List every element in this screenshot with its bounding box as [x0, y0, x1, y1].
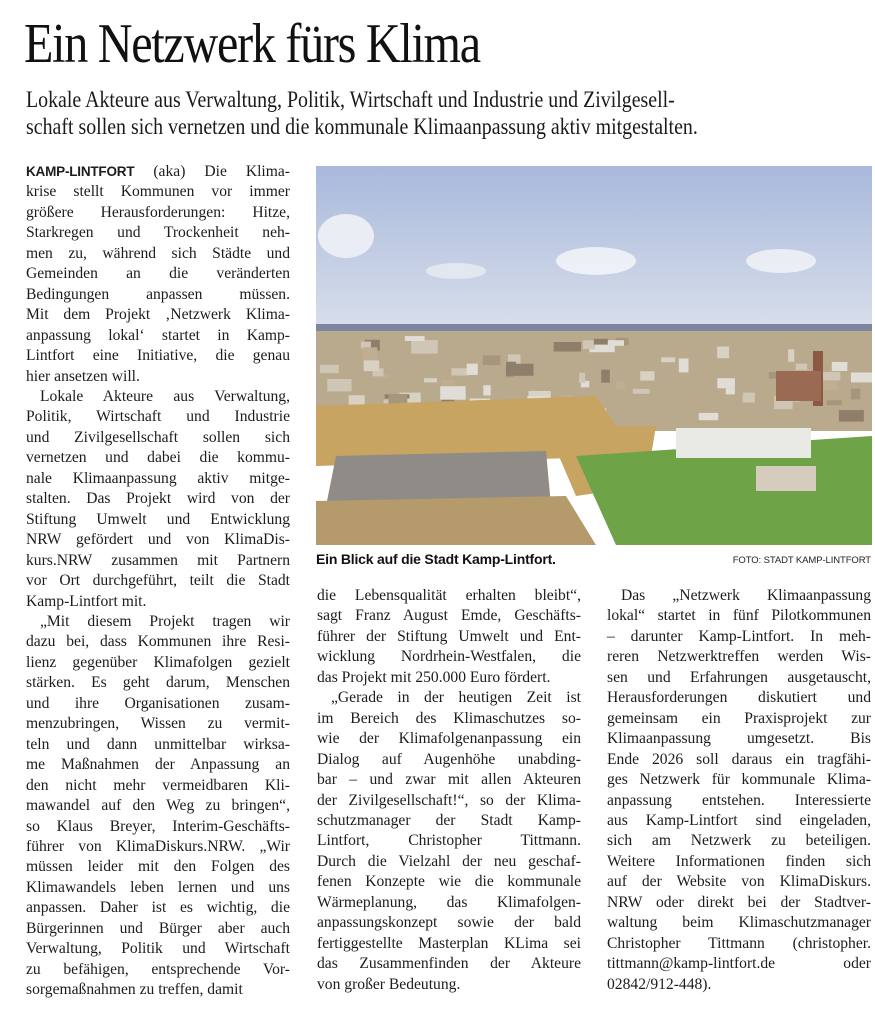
photo-sky — [316, 166, 872, 326]
text-line-rest: (aka) Die Klima- — [134, 163, 290, 180]
photo-building-block — [363, 347, 377, 360]
photo-church — [776, 371, 821, 401]
photo-building-block — [717, 378, 735, 388]
photo-building-white — [676, 428, 811, 458]
text-line: das Zusammenfinden der Akteure — [317, 955, 581, 973]
text-line: me Maßnahmen der Anpassung an — [26, 756, 290, 774]
text-line: stalten. Das Projekt wird von der — [26, 490, 290, 508]
text-line: im Bereich des Klimaschutzes so- — [317, 709, 581, 727]
photo-building-block — [327, 379, 351, 391]
text-line: waltung beim Klimaschutzmanager — [607, 914, 871, 932]
photo-building-block — [483, 355, 501, 365]
text-line: vor Ort durchgeführt, teilt die Stadt — [26, 572, 290, 590]
photo-building-block — [839, 410, 864, 422]
text-line: Verwaltung, Politik und Wirtschaft — [26, 940, 290, 958]
teaser-line: schaft sollen sich vernetzen und die kommunale Klimaanpassung aktiv mitgestalten. — [26, 114, 698, 139]
text-line: stärken. Es geht darum, Menschen — [26, 674, 290, 692]
text-line: Ende 2026 soll daraus ein tragfähi- — [607, 750, 871, 768]
text-line: von großer Bedeutung. — [317, 975, 461, 993]
teaser — [26, 86, 874, 140]
text-line: Christopher Tittmann (christopher. — [607, 934, 871, 952]
text-line: die Lebensqualität erhalten bleibt“, — [317, 587, 581, 604]
text-line: fertiggestellte Masterplan KLima sei — [317, 934, 581, 952]
photo-building-block — [601, 370, 610, 383]
article-paragraph — [26, 387, 290, 612]
text-line: anpassungskonzept sowie der bald — [317, 914, 581, 932]
photo-building-block — [726, 388, 735, 394]
photo-cloud — [426, 263, 486, 279]
text-line: aus Kamp-Lintfort sind eingeladen, — [607, 811, 871, 829]
text-line: reren Netzwerktreffen werden Wis- — [607, 648, 871, 666]
photo-credit: FOTO: STADT KAMP-LINTFORT — [732, 555, 871, 566]
photo-building-block — [743, 393, 755, 403]
text-line: dazu bei, dass Kommunen ihre Resi- — [26, 633, 290, 651]
photo-building-block — [640, 371, 654, 380]
text-line: NRW gefördert und von KlimaDis- — [26, 531, 290, 549]
text-line: Herausforderungen diskutiert und — [607, 689, 871, 707]
photo-building-block — [349, 395, 365, 405]
text-line: und Zivilgesellschaft sollen sich — [26, 428, 290, 446]
photo-building-block — [451, 368, 468, 375]
article-paragraph — [317, 586, 581, 688]
article-column-1 — [26, 162, 290, 1001]
text-line: anpassung entstehen. Interessierte — [607, 791, 871, 809]
text-line: wie der Klimafolgenanpassung ein — [317, 730, 581, 748]
photo-building-block — [827, 400, 842, 405]
photo-caption: Ein Blick auf die Stadt Kamp-Lintfort. — [316, 551, 556, 567]
photo-building-block — [440, 386, 466, 400]
photo-building-block — [788, 349, 794, 361]
photo-cloud — [318, 214, 374, 258]
text-line: tittmann@kamp-lintfort.de oder — [607, 955, 871, 973]
text-line: so Klaus Breyer, Interim-Geschäfts- — [26, 817, 290, 835]
text-line: men zu, während sich Städte und — [26, 244, 290, 262]
text-line: kurs.NRW zusammen mit Partnern — [26, 551, 290, 569]
text-line: Wärmeplanung, das Klimafolgen- — [317, 893, 581, 911]
text-line: menzubringen, Wissen zu vermit- — [26, 715, 290, 733]
photo-building-block — [608, 340, 624, 346]
photo-building-block — [583, 340, 595, 349]
text-line: „Gerade in der heutigen Zeit ist — [331, 689, 581, 707]
text-line: lienz gegenüber Klimafolgen gezielt — [26, 653, 290, 671]
photo-building-block — [796, 364, 808, 370]
text-line: gemeinsam ein Praxisprojekt zur — [607, 709, 871, 727]
text-line: führer der Stiftung Umwelt und Ent- — [317, 627, 581, 645]
text-line: ges Netzwerk für kommunale Klima- — [607, 771, 871, 789]
photo-building-block — [661, 357, 675, 362]
text-line: Durch die Vielzahl der neu geschaf- — [317, 852, 581, 870]
text-line: Lokale Akteure aus Verwaltung, — [40, 387, 290, 405]
text-line: vernetzen und dabei die kommu- — [26, 449, 290, 467]
photo-building-block — [506, 364, 534, 376]
text-line: wicklung Nordrhein-Westfalen, die — [317, 648, 581, 666]
photo-building-block — [617, 381, 626, 389]
photo-building-block — [851, 373, 872, 383]
text-line: schutzmanager der Stadt Kamp- — [317, 811, 581, 829]
photo-horizon — [316, 324, 872, 332]
text-line: sich am Netzwerk zu beteiligen. — [607, 832, 871, 850]
text-line: mawandel auf den Weg zu bringen“, — [26, 797, 290, 815]
photo-building-block — [405, 336, 425, 341]
text-line: Bürgerinnen und Bürger aber auch — [26, 919, 290, 937]
text-line: Das „Netzwerk Klimaanpassung — [621, 587, 871, 604]
photo-building-small — [756, 466, 816, 491]
dateline: KAMP-LINTFORT — [26, 164, 135, 179]
photo-field — [316, 496, 596, 545]
text-line: teln und dann unmittelbar wirksa- — [26, 735, 290, 753]
photo-building-block — [320, 365, 339, 373]
photo-building-block — [579, 373, 585, 383]
photo-building-block — [411, 340, 438, 354]
text-line: Stiftung Umwelt und Entwicklung — [26, 510, 290, 528]
text-line: anpassung lokal‘ startet in Kamp- — [26, 326, 290, 344]
photo-building-block — [483, 385, 490, 395]
text-line: Kamp-Lintfort mit. — [26, 592, 147, 610]
photo-building-block — [699, 413, 718, 420]
article-photo — [316, 166, 872, 545]
article-paragraph — [607, 586, 871, 995]
text-line: hier ansetzen will. — [26, 367, 140, 385]
text-line: sen und Erfahrungen ausgetauscht, — [607, 668, 871, 686]
text-line: krise stellt Kommunen vor immer — [26, 183, 290, 201]
text-line — [26, 162, 290, 182]
photo-building-block — [364, 360, 380, 371]
text-line: der Zivilgesellschaft!“, so der Klima- — [317, 791, 581, 809]
text-line: „Mit diesem Projekt tragen wir — [40, 612, 290, 630]
text-line: Bedingungen anpassen müssen. — [26, 285, 290, 303]
text-line: anpassen. Daher ist es wichtig, die — [26, 899, 290, 917]
text-line: Dialog auf Augenhöhe unabding- — [317, 750, 581, 768]
headline: Ein Netzwerk fürs Klima — [24, 13, 480, 75]
photo-building-block — [679, 359, 689, 373]
text-line: Mit dem Projekt ‚Netzwerk Klima- — [26, 306, 290, 324]
photo-building-block — [717, 347, 729, 359]
text-line: Klimawandels leben lernen und uns — [26, 878, 290, 896]
text-line: Politik, Wirtschaft und Industrie — [26, 408, 290, 426]
text-line: Weitere Informationen finden sich — [607, 852, 871, 870]
article-column-3 — [607, 586, 871, 995]
photo-building-block — [594, 339, 609, 345]
text-line: nale Klimaanpassung aktiv mitge- — [26, 469, 290, 487]
text-line: das Projekt mit 250.000 Euro fördert. — [317, 668, 551, 686]
photo-building-block — [467, 364, 478, 375]
article-paragraph — [26, 612, 290, 1001]
article-paragraph — [26, 162, 290, 387]
text-line: und ihre Organisationen zusam- — [26, 694, 290, 712]
photo-building-block — [424, 378, 437, 382]
text-line: 02842/912-448). — [607, 975, 712, 993]
text-line: führer von KlimaDiskurs.NRW. „Wir — [26, 837, 290, 855]
text-line: Gemeinden an die veränderten — [26, 265, 290, 283]
teaser-line: Lokale Akteure aus Verwaltung, Politik, Wirtschaft und Industrie und Zivilgesell- — [26, 87, 675, 112]
photo-building-block — [832, 362, 848, 371]
text-line: – darunter Kamp-Lintfort. In meh- — [607, 627, 871, 645]
photo-cloud — [746, 249, 816, 273]
text-line: bar – und zwar mit allen Akteuren — [317, 771, 581, 789]
text-line: Lintfort, Christopher Tittmann. — [317, 832, 581, 850]
text-line: auf der Website von KlimaDiskurs. — [607, 873, 871, 891]
text-line: NRW oder direkt bei der Stadtver- — [607, 893, 871, 911]
photo-building-block — [442, 380, 455, 386]
text-line: müssen leider mit den Folgen des — [26, 858, 290, 876]
text-line: Starkregen und Trockenheit neh- — [26, 224, 290, 242]
text-line: sorgemaßnahmen zu treffen, damit — [26, 981, 243, 999]
photo-building-block — [633, 389, 650, 394]
photo-building-block — [554, 342, 581, 352]
article-column-2 — [317, 586, 581, 995]
text-line: den nicht mehr vermeidbaren Kli- — [26, 776, 290, 794]
text-line: Lintfort eine Initiative, die genau — [26, 347, 290, 365]
text-line: lokal“ startet in fünf Pilotkommunen — [607, 607, 871, 625]
text-line: fenen Konzepte wie die kommunale — [317, 873, 581, 891]
text-line: sagt Franz August Emde, Geschäfts- — [317, 607, 581, 625]
text-line: zu befähigen, entsprechende Vor- — [26, 960, 290, 978]
photo-cloud — [556, 247, 636, 275]
text-line: Klimaanpassung umgesetzt. Bis — [607, 730, 871, 748]
text-line: größere Herausforderungen: Hitze, — [26, 203, 290, 221]
article-paragraph — [317, 688, 581, 995]
photo-building-block — [851, 389, 860, 400]
city-aerial-view-image — [316, 166, 872, 545]
